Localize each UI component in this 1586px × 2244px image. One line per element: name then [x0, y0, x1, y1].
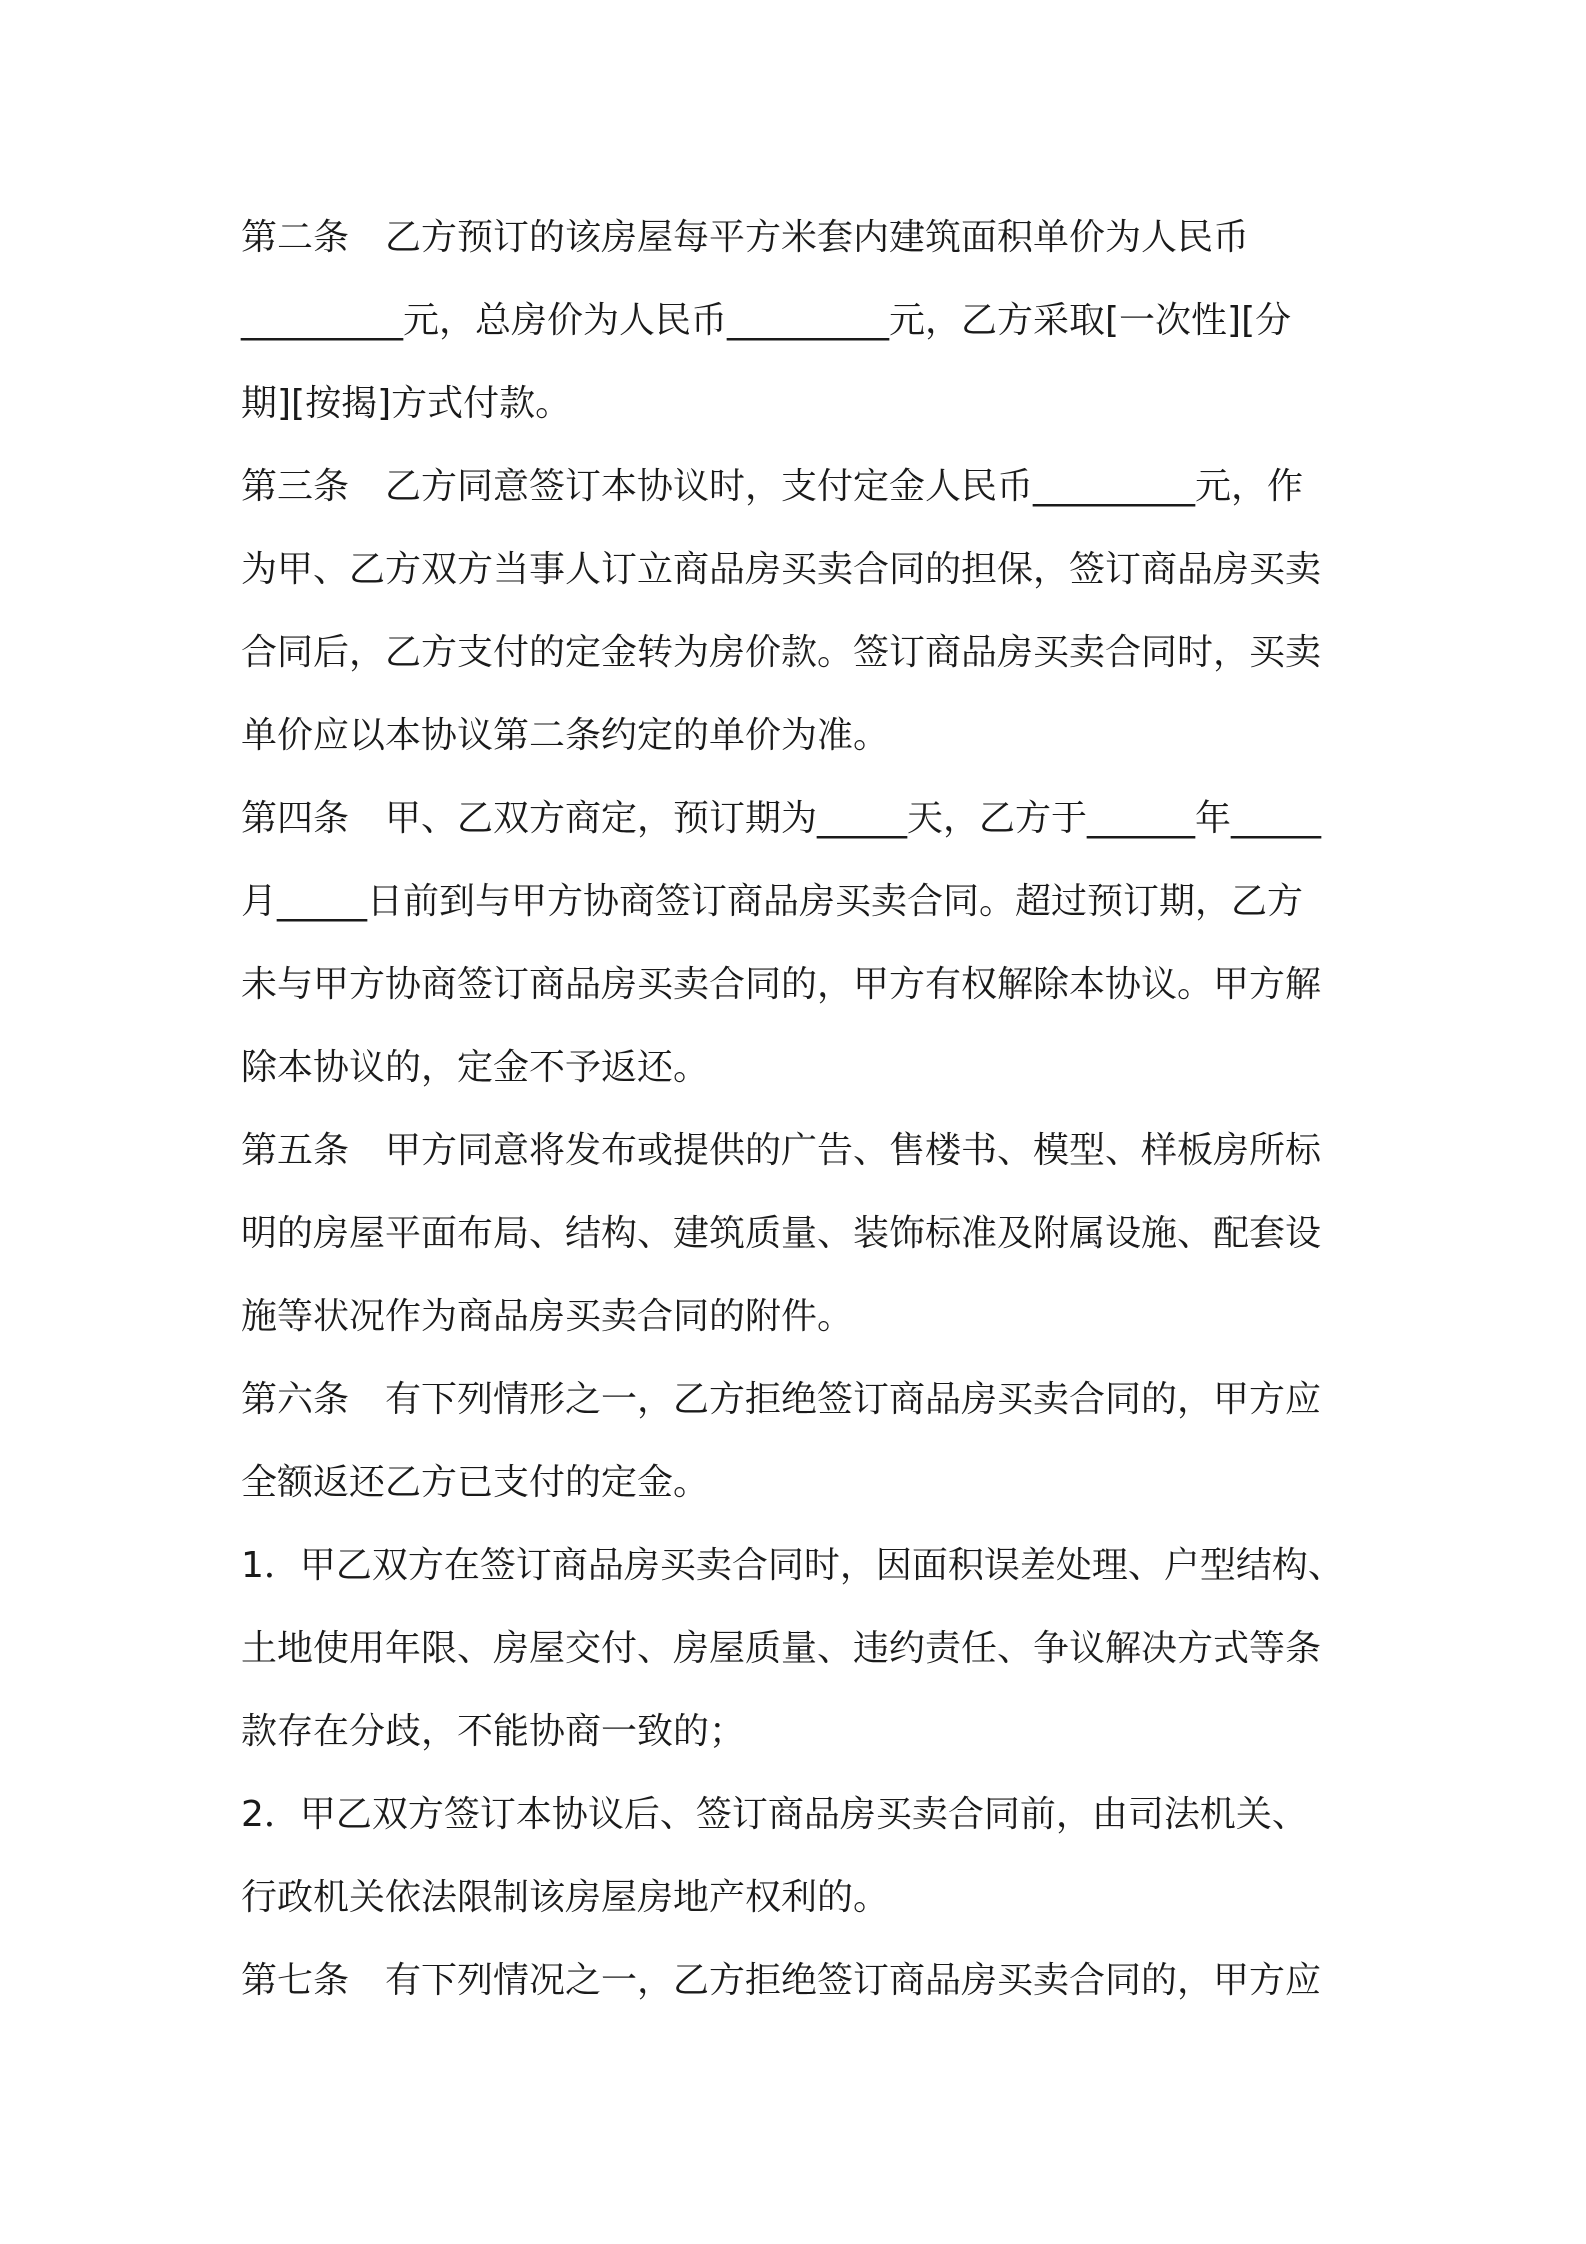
- text-line: 第三条 乙方同意签订本协议时，支付定金人民币_________元，作: [241, 466, 1304, 507]
- text-line: 行政机关依法限制该房屋房地产权利的。: [241, 1877, 890, 1918]
- text-line: 全额返还乙方已支付的定金。: [241, 1462, 710, 1503]
- text-line: 为甲、乙方双方当事人订立商品房买卖合同的担保，签订商品房买卖: [241, 549, 1322, 590]
- text-line: 土地使用年限、房屋交付、房屋质量、违约责任、争议解决方式等条: [241, 1628, 1322, 1669]
- text-line: 第四条 甲、乙双方商定，预订期为_____天，乙方于______年_____: [241, 798, 1322, 839]
- text-line: 除本协议的，定金不予返还。: [241, 1047, 710, 1088]
- text-line: 期][按揭]方式付款。: [241, 383, 572, 424]
- text-line: 施等状况作为商品房买卖合同的附件。: [241, 1296, 854, 1337]
- text-line: 月_____日前到与甲方协商签订商品房买卖合同。超过预订期，乙方: [241, 881, 1304, 922]
- text-line: 款存在分歧，不能协商一致的；: [241, 1711, 746, 1752]
- text-line: 1．甲乙双方在签订商品房买卖合同时，因面积误差处理、户型结构、: [241, 1545, 1344, 1586]
- text-line: 合同后，乙方支付的定金转为房价款。签订商品房买卖合同时，买卖: [241, 632, 1322, 673]
- text-line: 第六条 有下列情形之一，乙方拒绝签订商品房买卖合同的，甲方应: [241, 1379, 1322, 1420]
- text-line: 未与甲方协商签订商品房买卖合同的，甲方有权解除本协议。甲方解: [241, 964, 1322, 1005]
- text-line: 2．甲乙双方签订本协议后、签订商品房买卖合同前，由司法机关、: [241, 1794, 1308, 1835]
- text-line: 第五条 甲方同意将发布或提供的广告、售楼书、模型、样板房所标: [241, 1130, 1322, 1171]
- text-line: 第二条 乙方预订的该房屋每平方米套内建筑面积单价为人民币: [241, 217, 1250, 258]
- text-line: 单价应以本协议第二条约定的单价为准。: [241, 715, 890, 756]
- text-line: 明的房屋平面布局、结构、建筑质量、装饰标准及附属设施、配套设: [241, 1213, 1322, 1254]
- text-line: 第七条 有下列情况之一，乙方拒绝签订商品房买卖合同的，甲方应: [241, 1960, 1322, 2001]
- text-line: _________元，总房价为人民币_________元，乙方采取[一次性][分: [241, 300, 1292, 341]
- contract-text: [241, 196, 1369, 2022]
